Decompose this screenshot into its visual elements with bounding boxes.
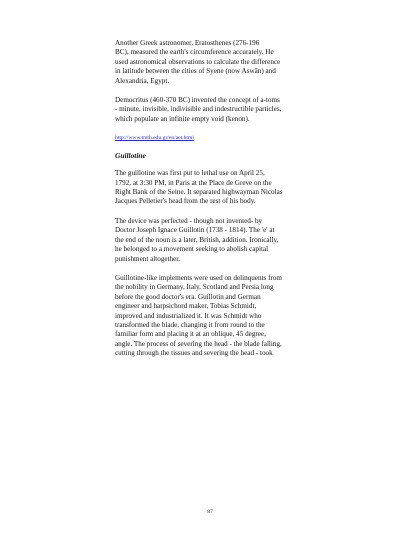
page-number: 87 [207, 509, 213, 515]
paragraph-democritus: Democritus (460-370 BC) invented the concept of a-toms - minute, invisible, indivisible and indestructible particles, which populate an infinite empty void (kenon). [115, 96, 282, 123]
source-link[interactable]: http://www.tmth.edu.gr/en/aet.html [115, 135, 194, 142]
paragraph-eratosthenes: Another Greek astronomer, Eratosthenes (276-196 BC), measured the earth's circumference accurately. He used astronomical observations to calculate the difference in latitude between the cities of Syene (now Aswân) and Alexandria, Egypt. [115, 39, 281, 85]
paragraph-history: Guillotine-like implements were used on delinquents from the nobility in Germany, Italy, Scotland and Persia long before the good doctor's era. Guillotin and German engineer and harpsichord maker, Tobias Schmidt, improved and industrialized it. It was Schmidt who transformed the blade, changing it from round to the familiar form and placing it at an oblique, 45 degree, angle. The process of severing the head - the blade falling, cutting through the tissues and severing the head - took [115, 273, 282, 358]
paragraph-first-use: The guillotine was first put to lethal use on April 25, 1792, at 3:30 PM, in Paris at the Place de Greve on the Right Bank of the Seine. It separated highwayman Nicolas Jacques Pelletier's head from the rest of his body. [115, 169, 283, 206]
page-content [115, 39, 315, 369]
section-heading-guillotine: Guillotine [115, 151, 146, 161]
paragraph-inventor: The device was perfected - though not invented- by Doctor Joseph Ignace Guillotin (1738 - 1814). The 'e' at the end of the noun is a later, British, addition. Ironically, he belonged to a movement seeking to abolish capital punishment altogether. [115, 216, 279, 263]
